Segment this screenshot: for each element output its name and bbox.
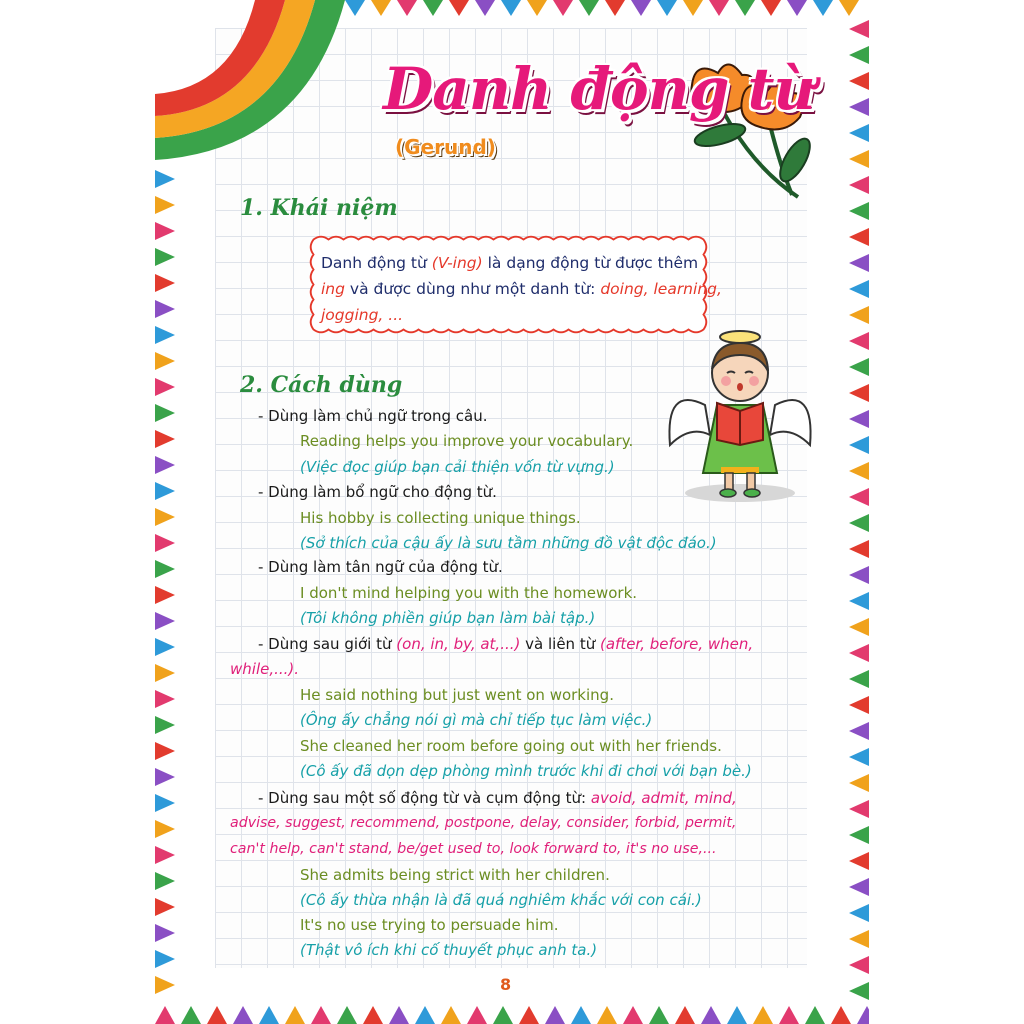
page-title: Danh động từ [383,55,815,123]
example-vi-4: (Ông ấy chẳng nói gì mà chỉ tiếp tục làm việc.) [300,711,653,729]
angel-reading-illustration [665,325,815,505]
page-number: 8 [500,975,512,994]
example-en-4: He said nothing but just went on working. [300,686,614,704]
example-en-1: Reading helps you improve your vocabulary. [300,432,634,450]
usage-rule-5-verbs-2: advise, suggest, recommend, postpone, delay, consider, forbid, permit, [230,815,737,831]
usage-rule-2: - Dùng làm bổ ngữ cho động từ. [258,483,497,501]
example-en-3: I don't mind helping you with the homework. [300,584,638,602]
usage-rule-5-verbs-3: can't help, can't stand, be/get used to, look forward to, it's no use,... [230,841,717,857]
example-vi-6: (Cô ấy thừa nhận là đã quá nghiêm khắc với con cái.) [300,891,702,909]
example-en-5: She cleaned her room before going out with her friends. [300,737,722,755]
usage-rule-1: - Dùng làm chủ ngữ trong câu. [258,407,488,425]
section-heading-usage: 2. Cách dùng [240,372,403,398]
book-page [155,0,869,1024]
usage-rule-4-cont: while,...). [230,660,300,678]
example-en-7: It's no use trying to persuade him. [300,916,559,934]
usage-rule-3: - Dùng làm tân ngữ của động từ. [258,558,503,576]
page-subtitle: (Gerund) [395,135,496,159]
example-en-6: She admits being strict with her children. [300,866,610,884]
usage-rule-4: - Dùng sau giới từ (on, in, by, at,...) và liên từ (after, before, when, [258,635,754,653]
example-vi-5: (Cô ấy đã dọn dẹp phòng mình trước khi đi chơi với bạn bè.) [300,762,752,780]
usage-rule-5: - Dùng sau một số động từ và cụm động từ: avoid, admit, mind, [258,789,737,807]
rainbow-decoration [155,0,355,165]
section-heading-concept: 1. Khái niệm [240,195,398,221]
definition-text: Danh động từ (V-ing) là dạng động từ được thêm ing và được dùng như một danh từ: doing, learning, jogging, ... [321,254,722,324]
example-en-2: His hobby is collecting unique things. [300,509,581,527]
example-vi-3: (Tôi không phiền giúp bạn làm bài tập.) [300,609,596,627]
example-vi-1: (Việc đọc giúp bạn cải thiện vốn từ vựng.) [300,458,615,476]
example-vi-7: (Thật vô ích khi cố thuyết phục anh ta.) [300,941,598,959]
example-vi-2: (Sở thích của cậu ấy là sưu tầm những đồ vật độc đáo.) [300,534,717,552]
